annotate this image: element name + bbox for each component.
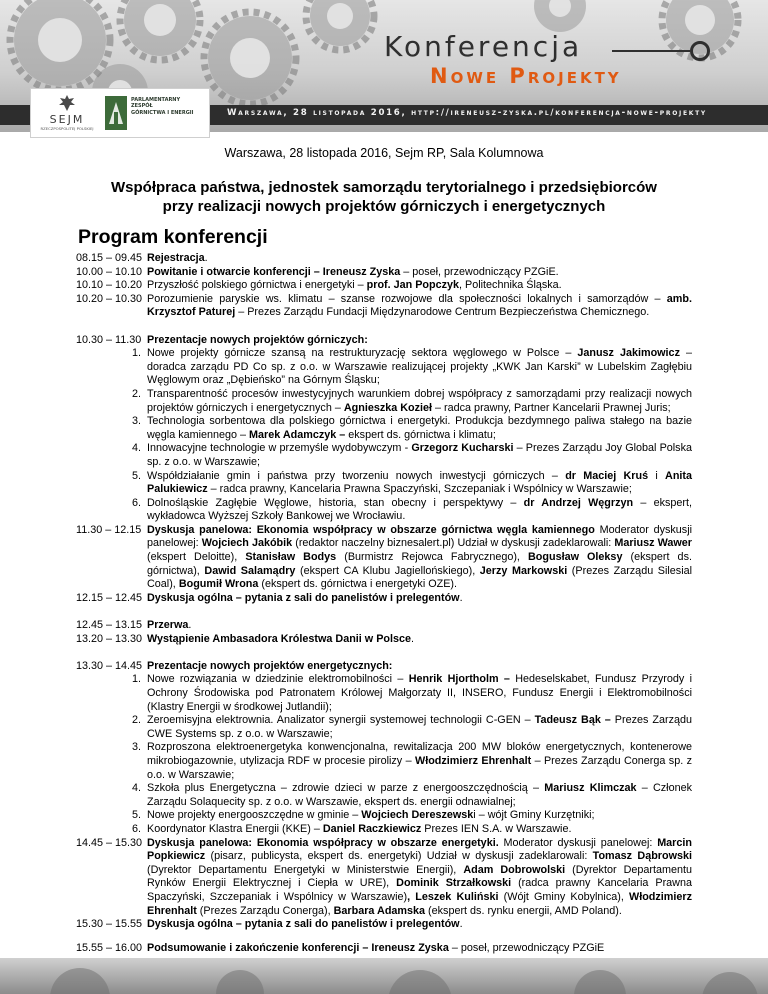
place-line: Warszawa, 28 listopada 2016, Sejm RP, Sala Kolumnowa (224, 146, 544, 160)
title-rule (612, 50, 690, 52)
pz-mark-icon (105, 96, 127, 130)
agenda-text: Przyszłość polskiego górnictwa i energetyki – prof. Jan Popczyk, Politechnika Śląska. (147, 279, 562, 292)
agenda-text: Szkoła plus Energetyczna – zdrowie dzieci w parze z energooszczędnością – Mariusz Klimczak – Członek Zarządu Solaquecity sp. z o.o. w Warszawie, ekspert ds. energii odnawialnej; (147, 782, 692, 808)
agenda-text: Nowe projekty energooszczędne w gminie – Wojciech Dereszewski – wójt Gminy Kurzętniki; (147, 809, 595, 822)
agenda-item (76, 252, 692, 266)
agenda-subitem (76, 741, 692, 782)
agenda-time: 13.30 – 14.45 (76, 659, 143, 672)
zespol-line-2: ZESPÓŁ (131, 103, 153, 110)
zespol-line-1: PARLAMENTARNY (131, 97, 181, 103)
agenda-number: 5. (131, 809, 141, 822)
agenda-item (76, 592, 692, 606)
agenda-time: 10.10 – 10.20 (76, 279, 143, 292)
agenda-number: 3. (131, 741, 141, 754)
agenda-number: 5. (131, 469, 141, 482)
agenda-time: 12.45 – 13.15 (76, 619, 143, 632)
agenda-text: Rejestracja. (147, 252, 208, 264)
agenda-text: Dyskusja ogólna – pytania z sali do panelistów i prelegentów. (147, 918, 463, 931)
headline (0, 178, 768, 216)
agenda-subitem (76, 497, 692, 524)
agenda-item (76, 942, 692, 956)
agenda-text: Koordynator Klastra Energii (KKE) – Daniel Raczkiewicz Prezes IEN S.A. w Warszawie. (147, 822, 572, 835)
agenda-text: Podsumowanie i zakończenie konferencji – Ireneusz Zyska – poseł, przewodniczący PZGiE (147, 941, 605, 954)
agenda-number: 1. (131, 673, 141, 686)
agenda-text: Wystąpienie Ambasadora Królestwa Danii w Polsce. (147, 632, 415, 645)
agenda-number: 3. (131, 415, 141, 428)
agenda-text: Dolnośląskie Zagłębie Węglowe, historia, stan obecny i perspektywy – dr Andrzej Węgrzyn – ekspert, wykładowca Wyższej Szkoły Bankowej we Wrocławiu. (147, 496, 693, 523)
agenda-item (76, 660, 692, 674)
agenda-text: Technologia sorbentowa dla polskiego górnictwa i energetyki. Produkcja bezdymnego paliwa stałego na bazie węgla kamiennego – Marek Adamczyk – ekspert ds. górnictwa i klimatu; (147, 415, 692, 441)
sejm-logo-text: SEJM (49, 113, 85, 126)
banner-title: Konferencja (384, 30, 583, 63)
eagle-icon (57, 93, 77, 113)
agenda-number: 6. (131, 822, 141, 835)
agenda-subitem (76, 673, 692, 714)
agenda-text: Rozproszona elektroenergetyka konwencjonalna, rewitalizacja 200 MW bloków energetycznych, kontenerowe mikrobiogazownie, utylizacja RDF w procesie pirolizy – Włodzimierz Ehrenhalt – Prezes Zarządu Conerga sp. z o.o. w Warszawie; (147, 741, 692, 781)
agenda-text: Innowacyjne technologie w przemyśle wydobywczym - Grzegorz Kucharski – Prezes Zarządu Joy Global Polska sp. z o.o. w Warszawie; (147, 442, 692, 468)
agenda-number: 6. (131, 496, 141, 509)
agenda (76, 252, 692, 955)
agenda-item (76, 524, 692, 592)
agenda-text: Przerwa. (147, 619, 192, 632)
agenda-subitem (76, 347, 692, 388)
agenda-number: 4. (131, 782, 141, 795)
agenda-time: 10.20 – 10.30 (76, 292, 143, 305)
agenda-text: Dyskusja panelowa: Ekonomia współpracy w obszarze górnictwa węgla kamiennego Moderator dyskusji panelowej: Wojciech Jakóbik (redaktor naczelny biznesalert.pl) Udział w dyskusji zadeklarowali: Mariusz Wawer (ekspert Deloitte), Stanisław Bodys (Burmistrz Rejowca Fabrycznego), Bogusław Oleksy (ekspert ds. górnictwa), Dawid Salamądry (ekspert CA Klubu Jagiellońskiego), Jerzy Markowski (Prezes Zarządu Silesial Coal), Bogumił Wrona (ekspert ds. górnictwa i energetyki OZE). (147, 523, 692, 591)
footer-gears-icon (0, 958, 768, 994)
agenda-time: 10.00 – 10.10 (76, 265, 143, 278)
agenda-item (76, 918, 692, 932)
agenda-time: 11.30 – 12.15 (76, 523, 142, 536)
sejm-logo (35, 91, 99, 133)
agenda-number: 1. (131, 347, 141, 360)
agenda-item (76, 633, 692, 647)
agenda-text: Nowe rozwiązania w dziedzinie elektromobilności – Henrik Hjortholm – Hedeselskabet, Fundusz Przyrody i Ochrony Środowiska pod Patronatem Królowej Małgorzaty II, INSERO, Fundusz Energii i Elektromobilności (Klastry Energii w środkowej Jutlandii); (147, 673, 692, 713)
agenda-subitem (76, 782, 692, 809)
agenda-time: 10.30 – 11.30 (76, 333, 142, 346)
agenda-text: Prezentacje nowych projektów górniczych: (147, 333, 368, 346)
agenda-item (76, 279, 692, 293)
sejm-logo-subtext: RZECZPOSPOLITEJ POLSKIEJ (40, 126, 94, 131)
agenda-subitem (76, 470, 692, 497)
zespol-logo-text (131, 97, 209, 116)
footer-banner (0, 958, 768, 994)
title-ring-icon (690, 41, 710, 61)
agenda-time: 12.15 – 12.45 (76, 591, 143, 604)
logos-box (30, 88, 210, 138)
agenda-time: 13.20 – 13.30 (76, 632, 143, 645)
agenda-time: 15.55 – 16.00 (76, 941, 143, 954)
agenda-text: Transparentność procesów inwestycyjnych warunkiem dobrej współpracy z samorządami przy realizacji nowych projektów górniczych i energetycznych – Agnieszka Kozieł – radca prawny, Partner Kancelarii Prawnej Juris; (147, 387, 692, 414)
agenda-text: Dyskusja panelowa: Ekonomia współpracy w obszarze energetyki. Moderator dyskusji panelowej: Marcin Popkiewicz (pisarz, publicysta, ekspert ds. energetyki) Udział w dyskusji zadeklarowali: Tomasz Dąbrowski (Dyrektor Departamentu Energetyki w Ministerstwie Energii), Adam Dobrowolski (Dyrektor Departamentu Rynków Energii Elektrycznej i Ciepła w URE), Dominik Strzałkowski (radca prawny Kancelaria Prawna Spaczyński, Szczepaniak i Wspólnicy w Warszawie), Leszek Kuliński (Wójt Gminy Kobylnica), Włodzimierz Ehrenhalt (Prezes Zarządu Conerga), Barbara Adamska (ekspert ds. rynku energii, AMD Poland). (147, 836, 692, 917)
agenda-time: 14.45 – 15.30 (76, 836, 143, 849)
agenda-text: Powitanie i otwarcie konferencji – Ireneusz Zyska – poseł, przewodniczący PZGiE. (147, 265, 559, 278)
program-title: Program konferencji (78, 226, 268, 248)
agenda-item (76, 837, 692, 919)
zespol-line-3: GÓRNICTWA I ENERGII (131, 109, 194, 116)
agenda-subitem (76, 442, 692, 469)
agenda-text: Nowe projekty górnicze szansą na restrukturyzację sektora węglowego w Polsce – Janusz Jakimowicz – doradca zarządu PD Co sp. z o.o. w Warszawie realizującej projekty „KWK Jan Karski” w Lubelskim Zagłębiu Węglowym oraz „Dębieńsko” na Górnym Śląsku; (147, 347, 692, 387)
agenda-item (76, 619, 692, 633)
agenda-item (76, 266, 692, 280)
headline-line-2: przy realizacji nowych projektów górniczych i energetycznych (162, 198, 606, 215)
headline-line-1: Współpraca państwa, jednostek samorządu terytorialnego i przedsiębiorców (111, 179, 657, 196)
agenda-item (76, 334, 692, 348)
agenda-number: 2. (131, 714, 141, 727)
zespol-logo (105, 94, 209, 134)
banner-strip-text: Warszawa, 28 listopada 2016, http://ireneusz-zyska.pl/konferencja-nowe-projekty (227, 108, 707, 118)
agenda-text: Dyskusja ogólna – pytania z sali do panelistów i prelegentów. (147, 591, 463, 604)
agenda-text: Współdziałanie gmin i państwa przy tworzeniu nowych inwestycji górniczych – dr Maciej Kruś i Anita Palukiewicz – radca prawny, Kancelaria Prawna Spaczyński, Szczepaniak i Wspólnicy w Warszawie; (147, 469, 693, 496)
agenda-spacer (76, 320, 692, 334)
agenda-item (76, 293, 692, 320)
agenda-text: Zeroemisyjna elektrownia. Analizator synergii systemowej technologii C-GEN – Tadeusz Bąk – Prezes Zarządu CWE Systems sp. z o.o. w Warszawie; (147, 714, 692, 740)
agenda-spacer (76, 605, 692, 619)
agenda-number: 4. (131, 442, 141, 455)
agenda-time: 08.15 – 09.45 (76, 252, 143, 264)
agenda-text: Porozumienie paryskie ws. klimatu – szanse rozwojowe dla społeczności lokalnych i samorządów – amb. Krzysztof Paturej – Prezes Zarządu Fundacji Międzynarodowe Centrum Bezpieczeństwa Chemicznego. (147, 292, 692, 319)
agenda-spacer (76, 646, 692, 660)
agenda-time: 15.30 – 15.55 (76, 918, 143, 931)
agenda-subitem (76, 714, 692, 741)
agenda-subitem (76, 809, 692, 823)
banner-subtitle: Nowe Projekty (430, 64, 622, 88)
agenda-subitem (76, 415, 692, 442)
agenda-subitem (76, 388, 692, 415)
agenda-number: 2. (131, 387, 141, 400)
agenda-text: Prezentacje nowych projektów energetycznych: (147, 659, 393, 672)
agenda-spacer (76, 932, 692, 942)
agenda-subitem (76, 823, 692, 837)
